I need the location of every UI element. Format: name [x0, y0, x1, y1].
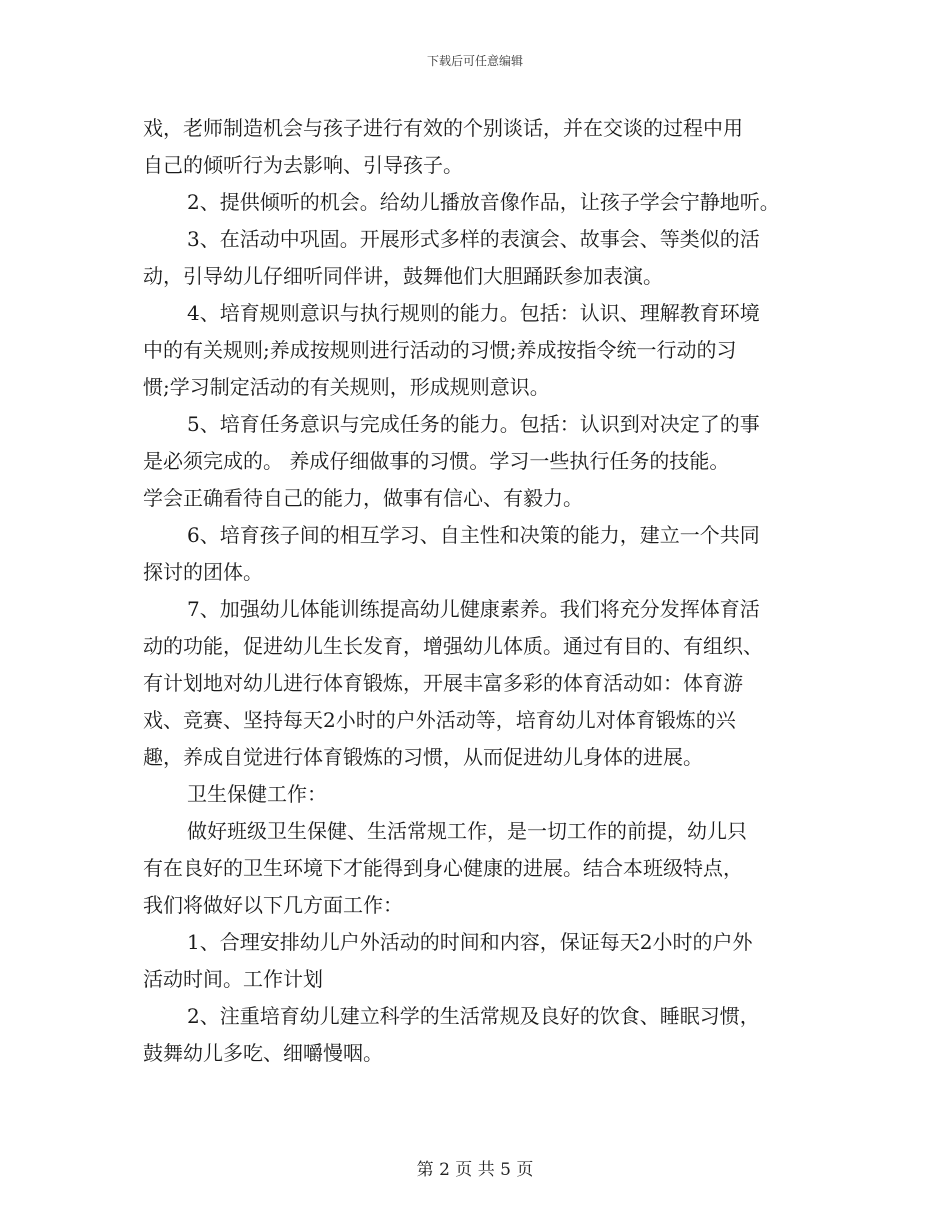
paragraph — [143, 184, 823, 221]
text-line: 动的功能，促进幼儿生长发育，增强幼儿体质。通过有目的、有组织、 — [143, 634, 763, 658]
text-line: 2、提供倾听的机会。给幼儿播放音像作品，让孩子学会宁静地听。 — [187, 190, 780, 214]
text-line: 3、在活动中巩固。开展形式多样的表演会、故事会、等类似的活 — [187, 227, 760, 251]
paragraph — [143, 517, 823, 591]
page-footer: 第 2 页 共 5 页 — [416, 1160, 534, 1180]
text-line: 1、合理安排幼儿户外活动的时间和内容，保证每天2小时的户外 — [187, 930, 753, 954]
text-line: 活动时间。工作计划 — [143, 967, 323, 991]
text-line: 2、注重培育幼儿建立科学的生活常规及良好的饮食、睡眠习惯， — [187, 1004, 760, 1028]
paragraph — [143, 221, 823, 295]
text-line: 动，引导幼儿仔细听同伴讲，鼓舞他们大胆踊跃参加表演。 — [143, 264, 663, 288]
text-line: 惯;学习制定活动的有关规则，形成规则意识。 — [143, 375, 550, 399]
text-line: 4、培育规则意识与执行规则的能力。包括：认识、理解教育环境 — [187, 301, 760, 325]
document-body — [143, 110, 823, 1072]
text-line: 趣，养成自觉进行体育锻炼的习惯，从而促进幼儿身体的进展。 — [143, 745, 703, 769]
text-line: 自己的倾听行为去影响、引导孩子。 — [143, 153, 463, 177]
paragraph — [143, 813, 823, 924]
text-line: 做好班级卫生保健、生活常规工作，是一切工作的前提，幼儿只 — [187, 819, 747, 843]
paragraph — [143, 406, 823, 517]
text-line: 学会正确看待自己的能力，做事有信心、有毅力。 — [143, 486, 583, 510]
text-line: 是必须完成的。 养成仔细做事的习惯。学习一些执行任务的技能。 — [143, 449, 730, 473]
text-line: 7、加强幼儿体能训练提高幼儿健康素养。我们将充分发挥体育活 — [187, 597, 760, 621]
paragraph — [143, 110, 823, 184]
text-line: 戏，老师制造机会与孩子进行有效的个别谈话，并在交谈的过程中用 — [143, 116, 743, 140]
page-header: 下载后可任意编辑 — [426, 54, 523, 68]
paragraph — [143, 776, 823, 813]
text-line: 中的有关规则;养成按规则进行活动的习惯;养成按指令统一行动的习 — [143, 338, 737, 362]
text-line: 有在良好的卫生环境下才能得到身心健康的进展。结合本班级特点， — [143, 856, 743, 880]
text-line: 探讨的团体。 — [143, 560, 263, 584]
text-line: 6、培育孩子间的相互学习、自主性和决策的能力，建立一个共同 — [187, 523, 760, 547]
text-line: 戏、竞赛、坚持每天2小时的户外活动等，培育幼儿对体育锻炼的兴 — [143, 708, 736, 732]
text-line: 有计划地对幼儿进行体育锻炼，开展丰富多彩的体育活动如：体育游 — [143, 671, 743, 695]
paragraph — [143, 924, 823, 998]
text-line: 我们将做好以下几方面工作： — [143, 893, 403, 917]
text-line: 鼓舞幼儿多吃、细嚼慢咽。 — [143, 1041, 383, 1065]
text-line: 5、培育任务意识与完成任务的能力。包括：认识到对决定了的事 — [187, 412, 760, 436]
paragraph — [143, 295, 823, 406]
paragraph — [143, 591, 823, 776]
text-line: 卫生保健工作： — [187, 782, 327, 806]
paragraph — [143, 998, 823, 1072]
